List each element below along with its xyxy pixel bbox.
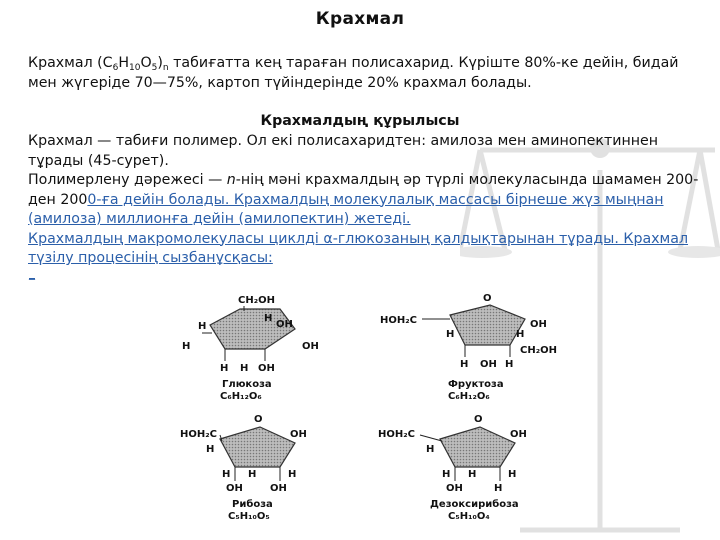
svg-text:H: H bbox=[288, 469, 297, 480]
ribose-structure bbox=[180, 414, 307, 522]
svg-text:H: H bbox=[198, 321, 207, 332]
svg-text:OH: OH bbox=[258, 363, 275, 374]
svg-text:OH: OH bbox=[276, 319, 293, 330]
svg-text:CH₂OH: CH₂OH bbox=[238, 295, 275, 306]
svg-text:Глюкоза: Глюкоза bbox=[222, 379, 272, 390]
deoxyribose-structure bbox=[378, 414, 527, 522]
svg-text:C₆H₁₂O₆: C₆H₁₂O₆ bbox=[448, 391, 490, 402]
svg-text:O: O bbox=[483, 293, 492, 304]
svg-text:H: H bbox=[442, 469, 451, 480]
slide-title: Крахмал bbox=[315, 9, 405, 29]
svg-text:H: H bbox=[460, 359, 469, 370]
svg-text:Рибоза: Рибоза bbox=[232, 499, 273, 510]
svg-text:HOH₂C: HOH₂C bbox=[378, 429, 415, 440]
svg-text:H: H bbox=[264, 313, 273, 324]
svg-text:H: H bbox=[182, 341, 191, 352]
svg-text:OH: OH bbox=[480, 359, 497, 370]
svg-text:OH: OH bbox=[530, 319, 547, 330]
svg-text:H: H bbox=[494, 483, 503, 494]
svg-text:H: H bbox=[446, 329, 455, 340]
svg-text:H: H bbox=[240, 363, 249, 374]
macromolecule-link[interactable]: Крахмалдың макромолекуласы циклді α-глюкозаның қалдықтарынан тұрады. Крахмал түзілу процесінің сызбанұсқасы: bbox=[28, 230, 689, 266]
svg-text:H: H bbox=[516, 329, 525, 340]
monosaccharide-figure bbox=[180, 287, 570, 525]
svg-text:C₆H₁₂O₆: C₆H₁₂O₆ bbox=[220, 391, 262, 402]
section-heading: Крахмалдың құрылысы bbox=[260, 113, 460, 129]
svg-text:OH: OH bbox=[226, 483, 243, 494]
dash-link[interactable]: _ bbox=[29, 266, 35, 280]
svg-text:H: H bbox=[508, 469, 517, 480]
svg-text:O: O bbox=[254, 414, 263, 425]
structure-line-1: Крахмал — табиғи полимер. Ол екі полисахаридтен: амилоза мен аминопектиннен тұрады (45-сурет). bbox=[28, 133, 659, 169]
svg-text:H: H bbox=[222, 469, 231, 480]
svg-text:OH: OH bbox=[302, 341, 319, 352]
svg-text:C₅H₁₀O₅: C₅H₁₀O₅ bbox=[228, 511, 270, 522]
svg-text:OH: OH bbox=[270, 483, 287, 494]
fructose-structure bbox=[380, 293, 557, 402]
svg-text:HOH₂C: HOH₂C bbox=[180, 429, 217, 440]
svg-text:H: H bbox=[220, 363, 229, 374]
svg-text:H: H bbox=[206, 444, 215, 455]
svg-text:Фруктоза: Фруктоза bbox=[448, 379, 504, 390]
structure-line-2: Полимерлену дәрежесі — n-нің мәні крахмалдың әр түрлі молекуласында шамамен 200-ден 2000-ға дейін болады. Крахмалдың молекулалық массасы бірнеше жүз мыңнан (амилоза) миллионға дейін (амилопектин) жетеді. bbox=[28, 172, 699, 227]
svg-text:OH: OH bbox=[446, 483, 463, 494]
svg-text:Дезоксирибоза: Дезоксирибоза bbox=[430, 499, 519, 510]
svg-text:H: H bbox=[505, 359, 514, 370]
molecular-mass-link[interactable]: 0-ға дейін болады. Крахмалдың молекулалық массасы бірнеше жүз мыңнан (амилоза) миллионға дейін (амилопектин) жетеді. bbox=[28, 191, 664, 227]
svg-text:O: O bbox=[474, 414, 483, 425]
svg-text:CH₂OH: CH₂OH bbox=[520, 345, 557, 356]
svg-text:HOH₂C: HOH₂C bbox=[380, 315, 417, 326]
intro-paragraph: Крахмал $(С_6Н_{10}О_5)_n$ табиғатта кең тараған полисахарид. Күріште 80%-ке дейін, бидай мен жүгеріде 70—75%, картоп түйіндерінде 20% крахмал болады. bbox=[28, 55, 679, 91]
glucose-structure bbox=[182, 295, 319, 402]
svg-text:OH: OH bbox=[290, 429, 307, 440]
svg-text:H: H bbox=[468, 469, 477, 480]
svg-text:OH: OH bbox=[510, 429, 527, 440]
svg-text:H: H bbox=[426, 444, 435, 455]
svg-text:C₅H₁₀O₄: C₅H₁₀O₄ bbox=[448, 511, 490, 522]
structure-paragraph bbox=[28, 132, 700, 269]
svg-text:H: H bbox=[248, 469, 257, 480]
